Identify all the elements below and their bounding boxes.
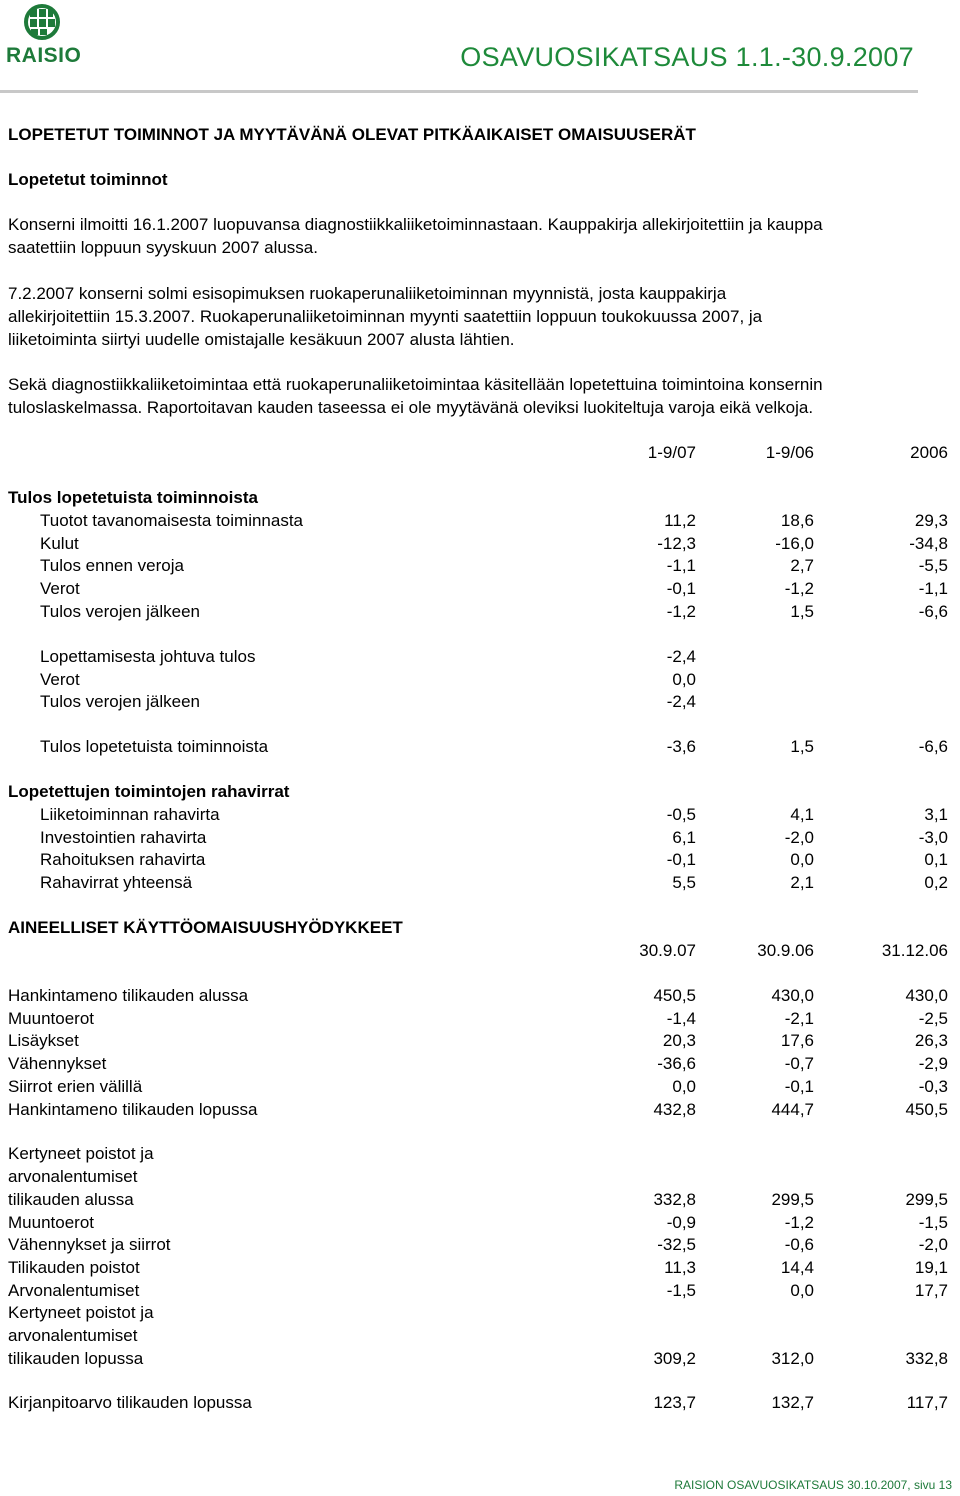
section-title: LOPETETUT TOIMINNOT JA MYYTÄVÄNÄ OLEVAT PITKÄAIKAISET OMAISUUSERÄT [8, 125, 696, 144]
row-label: Hankintameno tilikauden alussa [8, 986, 249, 1005]
row-label: Tulos verojen jälkeen [40, 692, 201, 712]
row-label: Rahavirrat yhteensä [40, 873, 193, 893]
row-value: -5,5 [918, 556, 948, 576]
row-value: -16,0 [775, 533, 814, 553]
row-value: -2,4 [666, 692, 696, 712]
row-value: -0,1 [784, 1076, 814, 1096]
row-value: 4,1 [790, 805, 814, 824]
row-value: 0,1 [924, 850, 948, 870]
row-value: -2,4 [666, 647, 696, 666]
subsection-title: Lopetetut toiminnot [8, 170, 168, 189]
row-value: -0,9 [666, 1212, 696, 1232]
row-value: 299,5 [905, 1190, 948, 1209]
row-value: -1,2 [784, 1212, 814, 1232]
row-value: 450,5 [905, 1099, 948, 1119]
row-value: -2,0 [918, 1235, 948, 1255]
column-header: 2006 [910, 443, 948, 462]
depreciation-heading-line-1: Kertyneet poistot ja [8, 1144, 154, 1163]
report-title: OSAVUOSIKATSAUS 1.1.-30.9.2007 [460, 42, 914, 72]
row-label: Kulut [40, 533, 79, 553]
table-2-title: AINEELLISET KÄYTTÖOMAISUUSHYÖDYKKEET [8, 918, 403, 937]
row-value: -0,1 [666, 850, 696, 870]
row-value: 430,0 [905, 986, 948, 1005]
row-label: Lopettamisesta johtuva tulos [40, 647, 256, 666]
row-value: 430,0 [771, 986, 814, 1005]
row-value: 0,0 [672, 1076, 696, 1096]
row-value: -1,5 [666, 1280, 696, 1300]
row-value: -0,7 [784, 1054, 814, 1074]
row-value: 432,8 [653, 1099, 696, 1119]
row-label: Liiketoiminnan rahavirta [40, 805, 220, 824]
row-value: 123,7 [653, 1393, 696, 1412]
row-label: Vähennykset [8, 1054, 107, 1074]
row-label: Kirjanpitoarvo tilikauden lopussa [8, 1393, 252, 1412]
row-value: -1,5 [918, 1212, 948, 1232]
row-value: 17,7 [914, 1280, 948, 1300]
column-header: 1-9/07 [647, 443, 696, 462]
row-label: Muuntoerot [8, 1008, 94, 1028]
row-value: -0,3 [918, 1076, 948, 1096]
row-value: 312,0 [771, 1349, 814, 1368]
column-header: 31.12.06 [881, 941, 948, 960]
row-value: 6,1 [672, 827, 696, 847]
row-label: Verot [40, 669, 80, 689]
row-value: 11,2 [664, 511, 696, 530]
row-value: -1,2 [666, 601, 696, 621]
row-value: 29,3 [914, 511, 948, 530]
row-value: -1,1 [666, 556, 696, 576]
row-value: 18,6 [780, 511, 814, 530]
paragraph-2-line-1: 7.2.2007 konserni solmi esisopimuksen ruokaperunaliiketoiminnan myynnistä, josta kauppakirja [8, 284, 727, 303]
row-value: 11,3 [664, 1258, 696, 1278]
row-value: -2,0 [784, 827, 814, 847]
header-divider [0, 90, 918, 93]
depreciation-heading-line-2: arvonalentumiset [8, 1167, 138, 1186]
row-value: 26,3 [914, 1031, 948, 1051]
column-header: 30.9.06 [757, 941, 814, 960]
row-value: -2,5 [918, 1008, 948, 1028]
row-value: 2,1 [790, 873, 814, 893]
row-value: 332,8 [905, 1349, 948, 1368]
row-label: Tulos verojen jälkeen [40, 601, 201, 621]
row-value: 332,8 [653, 1190, 696, 1209]
row-value: -1,1 [918, 579, 948, 599]
row-value: -6,6 [918, 737, 948, 756]
row-value: 132,7 [771, 1393, 814, 1412]
row-value: -2,1 [784, 1008, 814, 1028]
paragraph-3-line-1: Sekä diagnostiikkaliiketoimintaa että ruokaperunaliiketoimintaa käsitellään lopetettuina toimintoina konsernin [8, 375, 823, 394]
column-header: 1-9/06 [765, 443, 814, 462]
row-value: -0,6 [784, 1235, 814, 1255]
row-label: Muuntoerot [8, 1212, 94, 1232]
paragraph-2-line-2: allekirjoitettiin 15.3.2007. Ruokaperunaliiketoiminnan myynti saatettiin loppuun toukokuussa 2007, ja [8, 307, 763, 326]
row-value: 450,5 [653, 986, 696, 1005]
row-value: 5,5 [672, 873, 696, 893]
row-value: 14,4 [780, 1258, 814, 1278]
column-header: 30.9.07 [639, 941, 696, 960]
row-value: -1,4 [666, 1008, 696, 1028]
paragraph-1-line-2: saatettiin loppuun syyskuun 2007 alussa. [8, 238, 318, 257]
row-label: Tulos ennen veroja [40, 556, 184, 576]
row-label: Hankintameno tilikauden lopussa [8, 1099, 258, 1119]
row-label: Tilikauden poistot [8, 1258, 140, 1278]
logo-text: RAISIO [6, 44, 82, 67]
row-value: 309,2 [653, 1349, 696, 1368]
row-value: -36,6 [657, 1054, 696, 1074]
row-value: -12,3 [657, 533, 696, 553]
row-value: 1,5 [790, 601, 814, 621]
row-value: -34,8 [909, 533, 948, 553]
row-value: -3,0 [918, 827, 948, 847]
row-value: 1,5 [790, 737, 814, 756]
row-value: -0,1 [666, 579, 696, 599]
row-value: 444,7 [771, 1099, 814, 1119]
row-value: -0,5 [666, 805, 696, 824]
row-value: 0,2 [924, 873, 948, 893]
row-label: Vähennykset ja siirrot [8, 1235, 171, 1255]
row-value: -1,2 [784, 579, 814, 599]
row-label: tilikauden lopussa [8, 1349, 144, 1368]
row-value: 20,3 [662, 1031, 696, 1051]
row-value: -6,6 [918, 601, 948, 621]
paragraph-3-line-2: tuloslaskelmassa. Raportoitavan kauden taseessa ei ole myytävänä oleviksi luokiteltuja varoja eikä velkoja. [8, 398, 814, 417]
row-value: -32,5 [657, 1235, 696, 1255]
row-value: 0,0 [790, 1280, 814, 1300]
depreciation-end-heading-line-2: arvonalentumiset [8, 1326, 138, 1345]
page-footer: RAISION OSAVUOSIKATSAUS 30.10.2007, sivu 13 [674, 1478, 952, 1492]
row-value: 3,1 [924, 805, 948, 824]
row-value: 2,7 [790, 556, 814, 576]
row-value: -3,6 [666, 737, 696, 756]
row-label: Siirrot erien välillä [8, 1076, 143, 1096]
depreciation-end-heading-line-1: Kertyneet poistot ja [8, 1303, 154, 1322]
row-label: Investointien rahavirta [40, 827, 207, 847]
row-label: tilikauden alussa [8, 1190, 134, 1209]
group-title: Tulos lopetetuista toiminnoista [8, 488, 258, 507]
row-label: Rahoituksen rahavirta [40, 850, 206, 870]
paragraph-2-line-3: liiketoiminta siirtyi uudelle omistajalle kesäkuun 2007 alusta lähtien. [8, 330, 515, 349]
row-value: 299,5 [771, 1190, 814, 1209]
row-label: Arvonalentumiset [8, 1280, 140, 1300]
row-value: 0,0 [790, 850, 814, 870]
row-value: 0,0 [672, 669, 696, 689]
paragraph-1-line-1: Konserni ilmoitti 16.1.2007 luopuvansa diagnostiikkaliiketoiminnastaan. Kauppakirja allekirjoitettiin ja kauppa [8, 215, 823, 234]
row-label: Lisäykset [8, 1031, 79, 1051]
row-label: Tuotot tavanomaisesta toiminnasta [40, 511, 304, 530]
row-value: -2,9 [918, 1054, 948, 1074]
row-label: Verot [40, 579, 80, 599]
row-value: 117,7 [906, 1393, 948, 1412]
group-title: Lopetettujen toimintojen rahavirrat [8, 782, 290, 801]
row-label: Tulos lopetetuista toiminnoista [40, 737, 269, 756]
row-value: 17,6 [780, 1031, 814, 1051]
row-value: 19,1 [914, 1258, 948, 1278]
